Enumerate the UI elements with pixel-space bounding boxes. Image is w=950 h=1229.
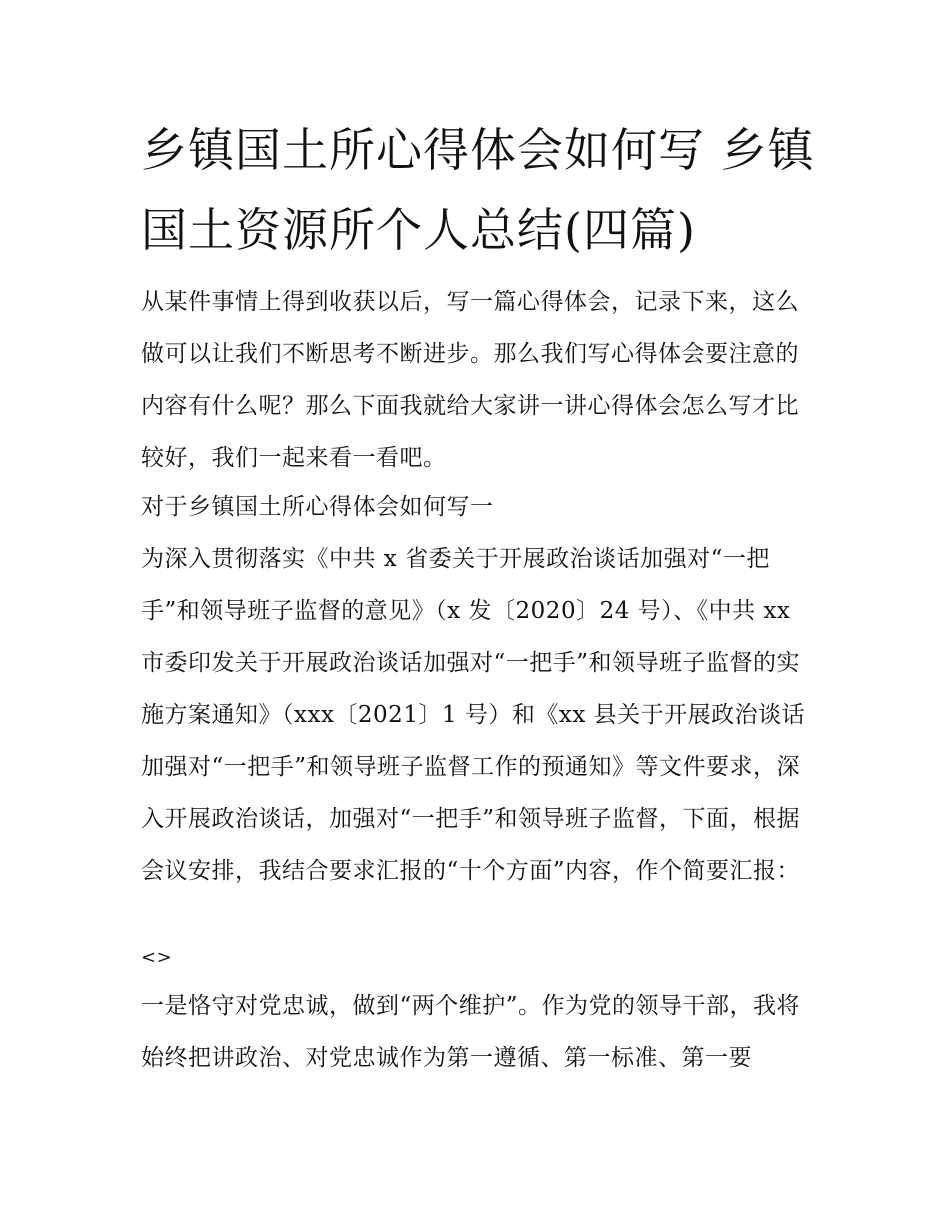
body-paragraph-2: 一是恪守对党忠诚，做到“两个维护”。作为党的领导干部，我将始终把讲政治、对党忠诚作为第一遵循、第一标准、第一要 [141, 993, 801, 1071]
document-title: 乡镇国土所心得体会如何写 乡镇国土资源所个人总结(四篇) [141, 123, 815, 257]
body-paragraph-1: 为深入贯彻落实《中共 x 省委关于开展政治谈话加强对“一把手”和领导班子监督的意见》（x 发〔2020〕24 号）、《中共 xx 市委印发关于开展政治谈话加强对“一把手”和领导班子监督的实施方案通知》（xxx〔2021〕1 号）和《xx 县关于开展政治谈话加强对“一把手”和领导班子监督工作的预通知》等文件要求，深入开展政治谈话，加强对“一把手”和领导班子监督，下面，根据会议安排，我结合要求汇报的“十个方面”内容，作个简要汇报： [141, 546, 806, 884]
section-heading: 对于乡镇国土所心得体会如何写一 [141, 494, 494, 520]
section-marker: <> [141, 947, 173, 968]
intro-paragraph: 从某件事情上得到收获以后，写一篇心得体会，记录下来，这么做可以让我们不断思考不断进步。那么我们写心得体会要注意的内容有什么呢？那么下面我就给大家讲一讲心得体会怎么写才比较好，我们一起来看一看吧。 [141, 289, 799, 471]
